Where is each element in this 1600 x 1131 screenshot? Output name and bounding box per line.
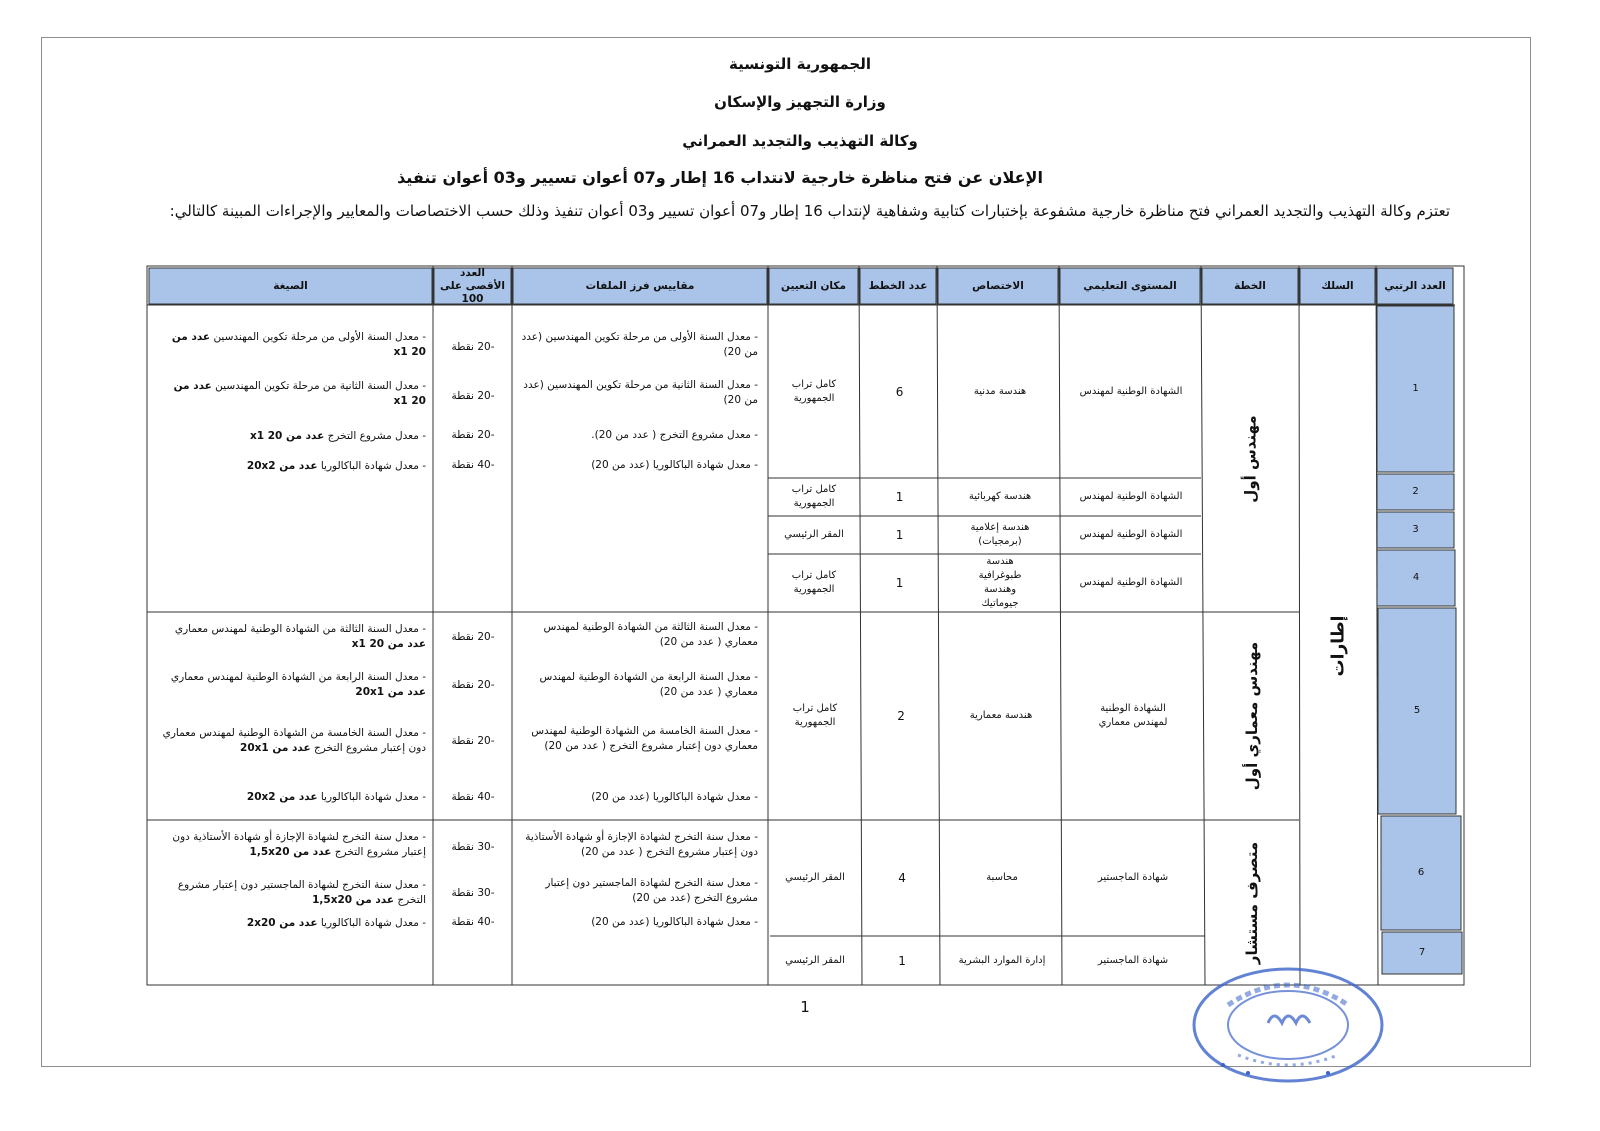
header-republic: الجمهورية التونسية: [729, 55, 871, 73]
col-header-location: مكان التعيين: [781, 279, 846, 292]
col-header-criteria: مقاييس فرز الملفات: [585, 279, 695, 292]
points-value: -40 نقطة: [451, 459, 495, 471]
count-cell: 1: [895, 490, 904, 504]
col-header-grade: الخطة: [1234, 279, 1266, 292]
location-cell: المقر الرئيسي: [784, 529, 844, 540]
location-cell: المقر الرئيسي: [785, 872, 845, 883]
points-value: -20 نقطة: [451, 429, 495, 441]
formula-item: - معدل السنة الأولى من مرحلة تكوين المهندسين عدد من 20 x1: [171, 331, 426, 358]
specialty-cell: هندسة مدنية: [973, 386, 1027, 397]
level-cell: الشهادة الوطنية لمهندس معماري: [1098, 703, 1168, 728]
official-stamp-icon: [1188, 965, 1388, 1090]
location-cell: كامل تراب الجمهورية: [791, 570, 837, 595]
count-cell: 1: [895, 528, 904, 542]
col-header-num: العدد الرتبي: [1384, 279, 1446, 292]
row-num: 7: [1418, 947, 1426, 958]
criteria-item: - معدل شهادة الباكالوريا (عدد من 20): [591, 916, 758, 928]
grade-cell: [1204, 612, 1300, 820]
corps-label: إطارات: [1327, 615, 1348, 676]
criteria-item: - معدل سنة التخرج لشهادة الماجستير دون إعتبار مشروع التخرج (عدد من 20): [545, 877, 758, 904]
points-value: -20 نقطة: [451, 390, 495, 402]
col-header-level: المستوى التعليمي: [1083, 279, 1177, 292]
count-cell: 2: [897, 709, 905, 723]
row-num: 2: [1412, 486, 1419, 497]
col-header-corps: السلك: [1321, 279, 1354, 292]
intro-paragraph: تعتزم وكالة التهذيب والتجديد العمراني فتح مناظرة خارجية مشفوعة بإختبارات كتابية وشفاهية لإنتداب 16 إطار و07 أعوان تسيير و03 أعوان تنفيذ وذلك حسب الاختصاصات والمعايير والإجراءات المبينة كالتالي:: [169, 202, 1450, 220]
col-header-count: عدد الخطط: [868, 279, 928, 292]
criteria-item: - معدل السنة الرابعة من الشهادة الوطنية لمهندس معماري ( عدد من 20): [539, 671, 758, 698]
count-cell: 1: [898, 953, 906, 968]
specialty-cell: هندسة معمارية: [969, 710, 1033, 721]
col-header-specialty: الاختصاص: [972, 279, 1024, 292]
criteria-item: - معدل مشروع التخرج ( عدد من 20).: [591, 429, 758, 441]
row-num: 4: [1412, 572, 1420, 583]
level-cell: شهادة الماجستير: [1097, 954, 1169, 966]
grade-cell: [1205, 820, 1300, 985]
specialty-cell: هندسة طبوغرافية وهندسة جيوماتيك: [978, 556, 1022, 609]
row-num: 5: [1413, 705, 1421, 716]
points-value: -20 نقطة: [451, 631, 495, 643]
formula-item: - معدل السنة الخامسة من الشهادة الوطنية لمهندس معماري دون إعتبار مشروع التخرج عدد من 20x1: [162, 727, 426, 754]
row-num: 1: [1412, 383, 1419, 394]
formula-item: - معدل سنة التخرج لشهادة الماجستير دون إعتبار مشروع التخرج عدد من 1,5x20: [177, 879, 426, 906]
col-header-formula: الصيغة: [273, 279, 308, 292]
count-cell: 4: [898, 871, 906, 885]
formula-item: - معدل السنة الثانية من مرحلة تكوين المهندسين عدد من 20 x1: [173, 380, 426, 407]
announcement-title: الإعلان عن فتح مناظرة خارجية لانتداب 16 إطار و07 أعوان تسيير و03 أعوان تنفيذ: [397, 168, 1043, 187]
row-num: 3: [1412, 524, 1419, 535]
level-cell: شهادة الماجستير: [1097, 872, 1169, 883]
count-cell: 1: [895, 576, 904, 590]
points-value: -40 نقطة: [451, 916, 495, 928]
level-cell: الشهادة الوطنية لمهندس: [1079, 529, 1183, 540]
points-value: -30 نقطة: [451, 841, 495, 853]
points-value: -20 نقطة: [451, 679, 495, 691]
criteria-item: - معدل السنة الخامسة من الشهادة الوطنية لمهندس معماري دون إعتبار مشروع التخرج ( عدد من 20): [531, 725, 758, 752]
criteria-item: - معدل السنة الأولى من مرحلة تكوين المهندسين (عدد من 20): [521, 331, 758, 358]
grade-label: مهندس أول: [1241, 415, 1260, 503]
criteria-item: - معدل سنة التخرج لشهادة الإجازة أو شهادة الأستاذية دون إعتبار مشروع التخرج ( عدد من 20): [525, 831, 758, 858]
specialty-cell: إدارة الموارد البشرية: [958, 954, 1046, 966]
criteria-item: - معدل شهادة الباكالوريا (عدد من 20): [591, 791, 758, 803]
formula-item: - معدل السنة الرابعة من الشهادة الوطنية لمهندس معماري عدد من 20x1: [170, 671, 426, 698]
formula-item: - معدل شهادة الباكالوريا عدد من 20x2: [246, 791, 426, 803]
col-header-max: العدد الأقصى على 100: [440, 266, 505, 305]
location-cell: كامل تراب الجمهورية: [792, 703, 838, 728]
location-cell: كامل تراب الجمهورية: [791, 379, 837, 404]
formula-item: - معدل شهادة الباكالوريا عدد من 2x20: [246, 917, 426, 929]
location-cell: كامل تراب الجمهورية: [791, 484, 837, 509]
grade-label: متصرف مستشار: [1243, 841, 1262, 964]
formula-item: - معدل سنة التخرج لشهادة الإجازة أو شهادة الأستاذية دون إعتبار مشروع التخرج عدد من 1,5x20: [172, 831, 426, 858]
specialty-cell: هندسة إعلامية (برمجيات): [970, 522, 1030, 547]
formula-item: - معدل السنة الثالثة من الشهادة الوطنية لمهندس معماري عدد من 20 x1: [174, 623, 426, 650]
count-cell: 6: [895, 385, 904, 399]
level-cell: الشهادة الوطنية لمهندس: [1079, 386, 1183, 397]
criteria-item: - معدل السنة الثانية من مرحلة تكوين المهندسين (عدد من 20): [523, 379, 758, 406]
specialty-cell: هندسة كهربائية: [968, 491, 1032, 502]
points-value: -20 نقطة: [451, 341, 495, 353]
points-value: -20 نقطة: [451, 735, 495, 747]
formula-item: - معدل شهادة الباكالوريا عدد من 20x2: [246, 460, 426, 472]
points-value: -30 نقطة: [451, 887, 495, 899]
location-cell: المقر الرئيسي: [785, 954, 845, 966]
corps-cell: [1300, 306, 1376, 985]
header-ministry: وزارة التجهيز والإسكان: [714, 93, 886, 111]
criteria-item: - معدل السنة الثالثة من الشهادة الوطنية لمهندس معماري ( عدد من 20): [543, 621, 758, 648]
criteria-item: - معدل شهادة الباكالوريا (عدد من 20): [591, 459, 758, 471]
formula-item: - معدل مشروع التخرج عدد من 20 x1: [250, 430, 426, 442]
grade-cell: [1202, 306, 1299, 612]
grade-label: مهندس معماري أول: [1243, 641, 1261, 791]
points-value: -40 نقطة: [451, 791, 495, 803]
level-cell: الشهادة الوطنية لمهندس: [1079, 491, 1183, 502]
row-num: 6: [1417, 867, 1425, 878]
page-number: 1: [800, 998, 810, 1016]
header-agency: وكالة التهذيب والتجديد العمراني: [682, 132, 918, 150]
specialty-cell: محاسبة: [986, 872, 1018, 883]
level-cell: الشهادة الوطنية لمهندس: [1079, 577, 1183, 588]
